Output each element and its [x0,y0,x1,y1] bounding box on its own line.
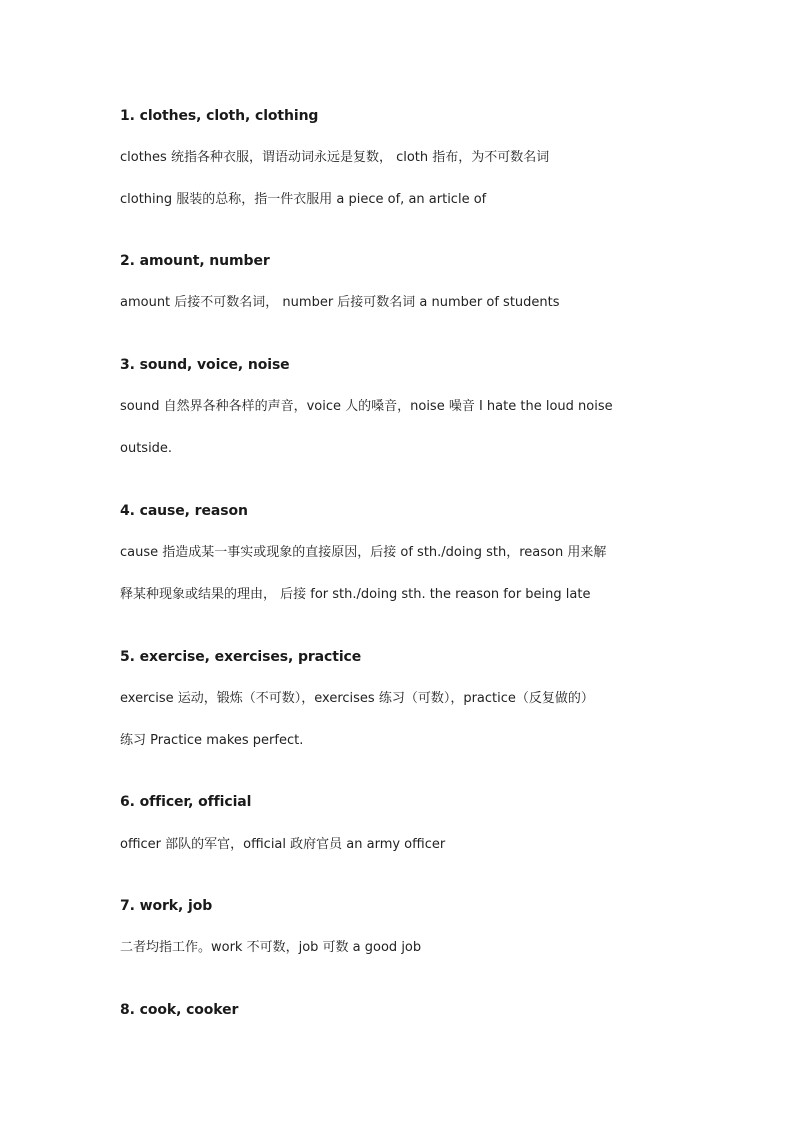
section-text-line: clothing 服装的总称，指一件衣服用 a piece of, an article of [120,192,487,207]
section-text-line: officer 部队的军官，official 政府官员 an army officer [120,837,446,852]
section-text-line: outside. [120,441,173,456]
section-text-line: 释某种现象或结果的理由， 后接 for sth./doing sth. the reason for being late [120,587,591,602]
section-text-line: exercise 运动，锻炼（不可数），exercises 练习（可数），practice（反复做的） [120,691,594,706]
section-text-line: cause 指造成某一事实或现象的直接原因，后接 of sth./doing sth，reason 用来解 [120,545,607,560]
section-heading: 7. work, job [120,898,213,914]
section-heading: 4. cause, reason [120,503,248,519]
section-heading: 8. cook, cooker [120,1002,239,1018]
section-text-line: 二者均指工作。work 不可数，job 可数 a good job [120,940,422,955]
section-text-line: sound 自然界各种各样的声音，voice 人的嗓音，noise 噪音 I hate the loud noise [120,399,613,414]
section-heading: 2. amount, number [120,253,270,269]
section-heading: 1. clothes, cloth, clothing [120,108,319,124]
section-heading: 3. sound, voice, noise [120,357,290,373]
section-text-line: clothes 统指各种衣服，谓语动词永远是复数， cloth 指布，为不可数名词 [120,150,550,165]
section-heading: 5. exercise, exercises, practice [120,649,362,665]
section-text-line: amount 后接不可数名词， number 后接可数名词 a number of students [120,295,560,310]
section-text-line: 练习 Practice makes perfect. [120,733,304,748]
section-heading: 6. officer, official [120,794,252,810]
